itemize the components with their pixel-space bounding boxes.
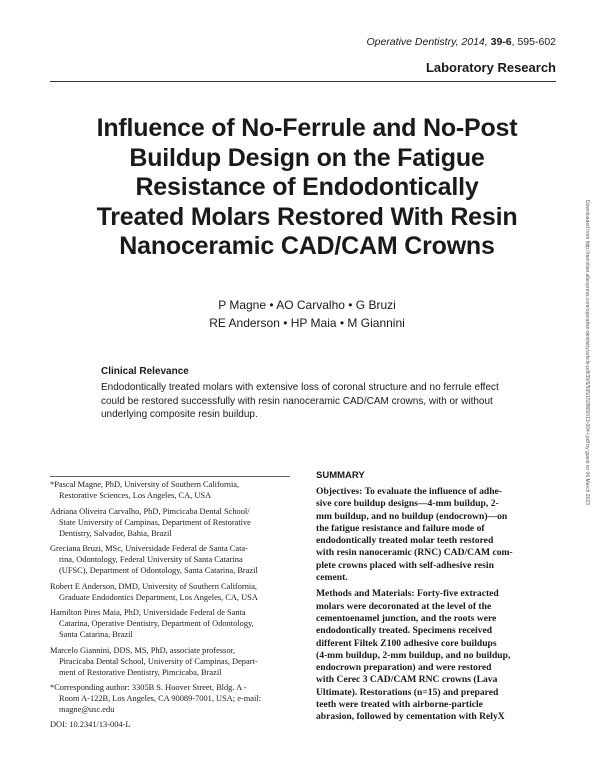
section-label: Laboratory Research (425, 60, 556, 75)
affiliation-entry (50, 607, 290, 640)
summary-line: Ultimate). Restorations (n=15) and prepared (316, 686, 499, 698)
summary-line: Methods and Materials: Forty-five extracted (316, 588, 499, 600)
title-line: Buildup Design on the Fatigue (129, 143, 485, 172)
summary-line: sive core buildup designs—4-mm buildup, 2- (316, 498, 499, 510)
affiliation-line: Adriana Oliveira Carvalho, PhD, Pimcicaba Dental School/ (50, 506, 250, 516)
title-line: Treated Molars Restored With Resin (96, 202, 518, 231)
affiliation-entry (50, 645, 290, 678)
summary-line: the fatigue resistance and failure mode of (316, 522, 485, 534)
journal-citation (366, 36, 556, 48)
summary-line: molars were decoronated at the level of the (316, 600, 492, 612)
summary-line: with resin nanoceramic (RNC) CAD/CAM com- (316, 547, 513, 559)
affiliation-entry (50, 506, 290, 539)
affiliation-line: magne@usc.edu (59, 705, 115, 714)
summary-line: abrasion, followed by cementation with RelyX (316, 711, 505, 723)
corresponding-author (50, 682, 290, 715)
affiliation-line: Marcelo Giannini, DDS, MS, PhD, associate professor, (50, 645, 236, 655)
affiliation-line: (UFSC), Department of Odontology, Santa Catarina, Brazil (59, 566, 258, 575)
clinical-relevance-heading: Clinical Relevance (101, 366, 189, 377)
summary-line: cementoenamel junction, and the roots were (316, 612, 497, 624)
affiliation-line: Santa Catarina, Brazil (59, 630, 133, 639)
journal-volume: 39-6 (490, 36, 512, 48)
journal-year: , 2014, (455, 36, 488, 48)
affiliation-line: Restorative Sciences, Los Angeles, CA, USA (59, 491, 212, 500)
title-line: Nanoceramic CAD/CAM Crowns (119, 232, 495, 260)
header-rule (50, 81, 556, 82)
clinical-line: Endodontically treated molars with extensive loss of coronal structure and no ferrule effect (101, 382, 499, 393)
summary-line: mm buildup, and no buildup (endocrown)—on (316, 510, 508, 522)
author-line: P Magne • AO Carvalho • G Bruzi (218, 298, 396, 312)
affiliation-entry (50, 581, 290, 603)
affiliation-line: Catarina, Operative Dentistry, Department of Odontology, (59, 619, 254, 628)
summary-paragraph-objectives (316, 486, 566, 584)
affiliation-line: rina, Odontology, Federal University of Santa Catarina (59, 555, 243, 564)
summary-body (316, 486, 566, 728)
clinical-line: could be restored successfully with resin nanoceramic CAD/CAM crowns, with or without (101, 395, 493, 407)
summary-line: cement. (316, 572, 348, 584)
affiliation-entry (50, 543, 290, 576)
journal-pages: , 595-602 (511, 36, 556, 48)
author-line: RE Anderson • HP Maia • M Giannini (209, 316, 405, 330)
affiliation-line: Hamilton Pires Maia, PhD, Universidade Federal de Santa (50, 608, 246, 617)
affiliation-line: Room A-122B, Los Angeles, CA 90089-7001, USA; e-mail: (59, 694, 261, 703)
affiliation-line: Piracicaba Dental School, University of Campinas, Depart- (59, 656, 258, 666)
author-list (40, 296, 574, 332)
title-line: Influence of No-Ferrule and No-Post (96, 114, 518, 142)
affiliation-line: ment of Restorative Dentistry, Pimcicaba, Brazil (59, 667, 222, 677)
summary-line: endodontically treated molar teeth restored (316, 535, 494, 547)
download-watermark (581, 200, 595, 580)
doi: DOI: 10.2341/13-004-L (50, 719, 131, 729)
affiliation-line: State University of Campinas, Department of Restorative (59, 517, 251, 527)
summary-heading: SUMMARY (316, 470, 365, 481)
title-line: Resistance of Endodontically (135, 173, 479, 201)
article-title (40, 114, 574, 262)
summary-line: plete crowns placed with self-adhesive resin (316, 559, 494, 571)
affiliation-entry (50, 479, 290, 501)
clinical-line: underlying composite resin buildup. (101, 409, 258, 420)
author-affiliations (50, 476, 290, 729)
affiliation-line: *Corresponding author: 3305B S. Hoover Street, Bldg. A - (50, 683, 247, 692)
summary-line: teeth were treated with airborne-particle (316, 699, 483, 711)
summary-line: Objectives: To evaluate the influence of adhe- (316, 486, 502, 497)
affiliation-line: Robert E Anderson, DMD, University of Southern California, (50, 581, 258, 591)
affiliation-line: Graduate Endodontics Department, Los Angeles, CA, USA (59, 592, 258, 602)
summary-line: with Cerec 3 CAD/CAM RNC crowns (Lava (316, 674, 498, 686)
affiliation-line: Greciana Bruzi, MSc, Universidade Federal de Santa Cata- (50, 544, 248, 553)
affiliation-line: Dentistry, Salvador, Bahia, Brazil (59, 528, 172, 538)
summary-line: different Filtek Z100 adhesive core buildups (316, 637, 497, 649)
summary-line: endocrown preparation) and were restored (316, 662, 492, 674)
download-watermark-text: Downloaded from http://meridian.allenpress.com/operative-dentistry/article-pdf/39/6/595/1528650/13-004-l.pdf by guest on 06 March 2023 (584, 200, 590, 505)
summary-paragraph-methods (316, 588, 566, 723)
clinical-relevance-text (101, 381, 521, 422)
journal-name: Operative Dentistry (366, 36, 456, 48)
summary-line: (4-mm buildup, 2-mm buildup, and no buildup, (316, 649, 511, 661)
summary-line: endodontically treated. Specimens received (316, 625, 493, 637)
affiliation-line: *Pascal Magne, PhD, University of Southern California, (50, 480, 240, 489)
